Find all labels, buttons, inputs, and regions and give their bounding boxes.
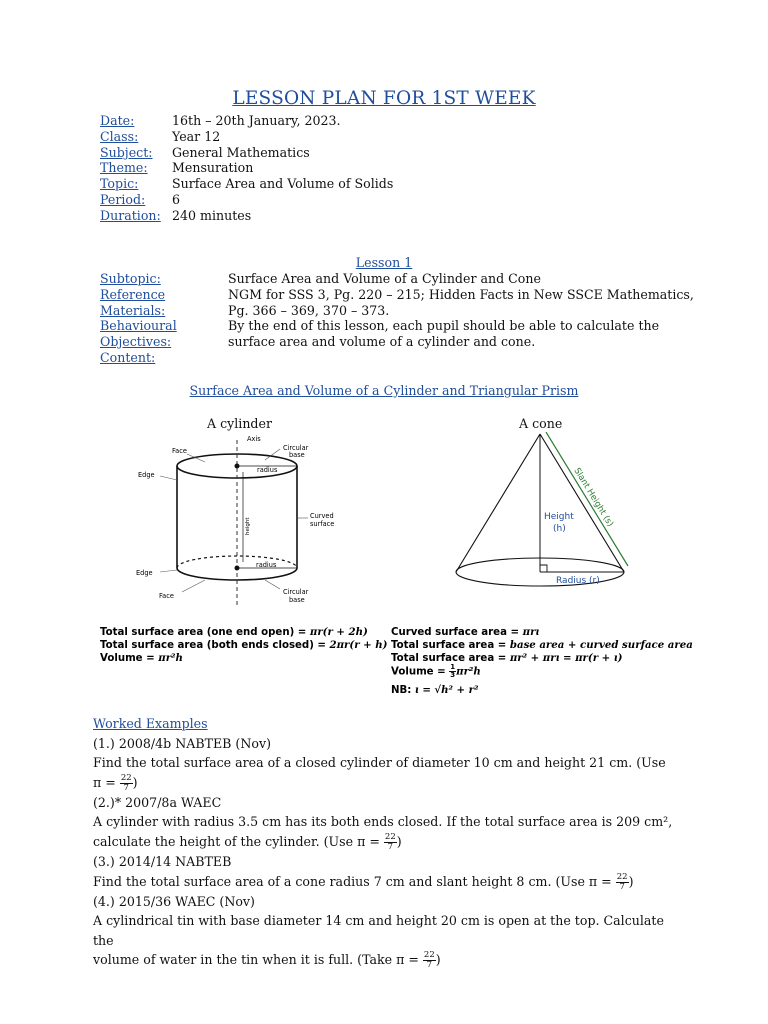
cone-left-edge	[456, 434, 540, 572]
pi-fraction-4	[423, 951, 436, 970]
cyl-label-axis: Axis	[247, 435, 261, 443]
cyl-formula-3-math: πr²h	[158, 652, 183, 664]
cyl-formula-3-label: Volume =	[100, 653, 159, 664]
objectives-label: Objectives:	[100, 334, 172, 349]
subtopic-value: Surface Area and Volume of a Cylinder and Cone	[228, 271, 541, 286]
page-title: LESSON PLAN FOR 1ST WEEK	[232, 88, 536, 109]
q4-line-b	[93, 950, 675, 970]
lesson-heading: Lesson 1	[355, 255, 413, 270]
topic-value: Surface Area and Volume of Solids	[172, 176, 394, 191]
cone-formula-4-label: Volume =	[391, 666, 450, 678]
pi-den-4: 7	[426, 960, 433, 971]
q3-text: Find the total surface area of a cone radius 7 cm and slant height 8 cm. (Use π =	[93, 873, 616, 889]
cyl-label-circular-2: Circular	[283, 588, 309, 596]
objectives-value: surface area and volume of a cylinder and cone.	[228, 334, 536, 349]
pi-den-1: 7	[123, 782, 129, 793]
q2-text-a: A cylinder with radius 3.5 cm has its both ends closed. If the total surface area is 209 cm²,	[93, 814, 673, 830]
close-paren-4: )	[435, 952, 441, 968]
cone-formula-2-math: base area + curved surface area	[509, 639, 693, 651]
q2-title: (2.)* 2007/8a WAEC	[93, 794, 222, 810]
cone-formula-2-label: Total surface area =	[391, 640, 510, 651]
cone-right-edge	[540, 434, 624, 572]
cone-label-height: Height	[544, 512, 574, 522]
cyl-formula-2	[100, 639, 387, 651]
close-paren-2: )	[396, 833, 402, 849]
q1-title: (1.) 2008/4b NABTEB (Nov)	[93, 735, 271, 751]
class-value: Year 12	[172, 129, 221, 144]
q2-text-b: calculate the height of the cylinder. (Use π =	[93, 833, 384, 849]
cylinder-diagram	[130, 432, 350, 612]
cyl-label-curved: Curved	[310, 512, 334, 520]
cyl-label-edge-bottom: Edge	[136, 569, 153, 577]
subject-value: General Mathematics	[172, 145, 310, 160]
cone-formula-3-label: Total surface area =	[391, 653, 510, 664]
topic-label: Topic:	[100, 176, 139, 191]
period-label: Period:	[100, 192, 146, 207]
q2-line-b	[93, 832, 675, 852]
pi-den-2: 7	[387, 841, 394, 852]
subtopic-label: Subtopic:	[100, 271, 161, 286]
cyl-formula-1-math: πr(r + 2h)	[309, 626, 368, 638]
date-label: Date:	[100, 113, 135, 128]
slant-height-marker	[546, 432, 628, 566]
q4-text-a: A cylindrical tin with base diameter 14 cm and height 20 cm is open at the top. Calculate the	[93, 913, 664, 948]
cyl-label-surface: surface	[310, 520, 335, 528]
cylinder-caption: A cylinder	[207, 416, 272, 431]
cone-volume-frac-num: 1	[450, 663, 456, 671]
cone-formula-1-label: Curved surface area =	[391, 627, 523, 638]
pi-fraction-3	[616, 873, 629, 892]
cyl-formula-2-label: Total surface area (both ends closed) =	[100, 640, 330, 651]
cone-diagram	[450, 432, 640, 592]
materials-value: Pg. 366 – 369, 370 – 373.	[228, 303, 390, 318]
cyl-label-base-2: base	[289, 596, 305, 604]
cone-label-slant: Slant Height (s)	[571, 466, 615, 529]
pi-fraction-2	[384, 833, 397, 852]
cone-formula-2	[391, 639, 693, 651]
cone-formula-4-math: πr²h	[456, 665, 481, 678]
close-paren-3: )	[628, 873, 634, 889]
cone-formula-5-label: NB:	[391, 685, 415, 696]
cone-formula-4	[391, 664, 481, 679]
close-paren-1: )	[132, 774, 138, 790]
materials-label: Materials:	[100, 303, 166, 318]
pi-den-3: 7	[619, 881, 625, 892]
pi-num-2: 22	[384, 831, 396, 842]
cone-formula-5-math: ɩ = √h² + r²	[414, 684, 479, 696]
theme-value: Mensuration	[172, 160, 254, 175]
cyl-formula-2-math: 2πr(r + h)	[329, 639, 388, 651]
reference-label: Reference	[100, 287, 166, 302]
cone-formula-3	[391, 652, 622, 664]
duration-label: Duration:	[100, 208, 161, 223]
q3-line	[93, 872, 675, 892]
class-label: Class:	[100, 129, 139, 144]
cone-formula-5	[391, 684, 478, 696]
cyl-label-radius-bottom: radius	[256, 561, 277, 569]
q1-line	[93, 753, 675, 793]
pi-num-4: 22	[423, 950, 435, 961]
cyl-label-height: height	[245, 517, 251, 535]
section-heading: Surface Area and Volume of a Cylinder and Triangular Prism	[189, 383, 579, 398]
cyl-label-base: base	[289, 451, 305, 459]
cone-volume-frac-den: 3	[450, 671, 456, 679]
cone-label-radius: Radius (r)	[556, 576, 600, 586]
cone-label-height-sym: (h)	[553, 524, 566, 534]
pi-fraction-1	[120, 774, 133, 793]
worked-examples	[93, 714, 675, 970]
period-value: 6	[172, 192, 181, 207]
duration-value: 240 minutes	[172, 208, 252, 223]
cone-caption: A cone	[519, 416, 563, 431]
cyl-label-edge-top: Edge	[138, 471, 155, 479]
cone-formula-1	[391, 626, 539, 638]
q4-title: (4.) 2015/36 WAEC (Nov)	[93, 893, 255, 909]
right-angle-mark	[540, 565, 547, 572]
cyl-formula-3	[100, 652, 183, 664]
subject-label: Subject:	[100, 145, 153, 160]
date-value: 16th – 20th January, 2023.	[172, 113, 341, 128]
cyl-label-face-bottom: Face	[159, 592, 174, 600]
content-label: Content:	[100, 350, 156, 365]
worked-examples-heading: Worked Examples	[93, 716, 208, 731]
cyl-label-circular: Circular	[283, 444, 309, 452]
pi-num-3: 22	[616, 871, 628, 882]
cyl-label-face-top: Face	[172, 447, 187, 455]
cyl-label-radius-top: radius	[257, 466, 278, 474]
q4-text-b: volume of water in the tin when it is full. (Take π =	[93, 952, 423, 968]
q1-text: Find the total surface area of a closed cylinder of diameter 10 cm and height 21 cm. (Use π =	[93, 755, 666, 790]
theme-label: Theme:	[100, 160, 148, 175]
reference-value: NGM for SSS 3, Pg. 220 – 215; Hidden Facts in New SSCE Mathematics,	[228, 287, 694, 302]
behavioural-value: By the end of this lesson, each pupil should be able to calculate the	[228, 318, 660, 333]
cyl-formula-1-label: Total surface area (one end open) =	[100, 627, 310, 638]
q3-title: (3.) 2014/14 NABTEB	[93, 853, 232, 869]
cone-formula-3-math: πr² + πrɩ = πr(r + ɩ)	[509, 652, 623, 664]
cyl-formula-1	[100, 626, 368, 638]
behavioural-label: Behavioural	[100, 318, 177, 333]
cone-formula-1-math: πrɩ	[522, 626, 540, 638]
pi-num-1: 22	[120, 772, 132, 783]
